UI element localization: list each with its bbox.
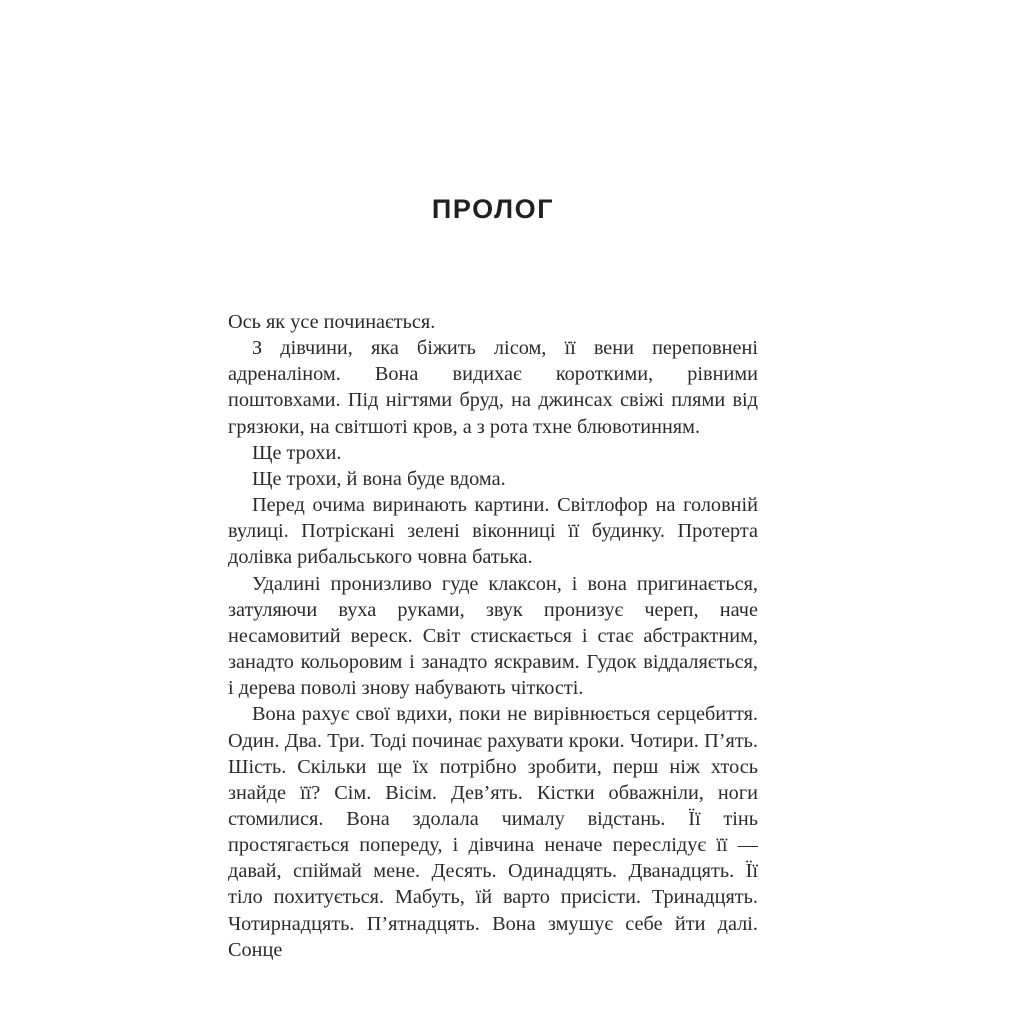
chapter-title: ПРОЛОГ	[431, 194, 555, 224]
paragraph: Удалині пронизливо гуде клаксон, і вона пригинається, затуляючи вуха руками, звук пронизує череп, наче несамовитий вереск. Світ стискається і стає абстрактним, занадто кольоровим і занадто яскравим. Гудок віддаляється, і дерева поволі знову набувають чіткості.	[228, 572, 758, 700]
paragraph: Перед очима виринають картини. Світлофор на головній вулиці. Потріскані зелені віконниці її будинку. Протерта долівка рибальського човна батька.	[228, 494, 758, 569]
paragraph: Ось як усе починається.	[228, 311, 436, 333]
paragraph: З дівчини, яка біжить лісом, її вени переповнені адреналіном. Вона видихає короткими, рівними поштовхами. Під нігтями бруд, на джинсах свіжі плями від грязюки, на світшоті кров, а з рота тхне блювотинням.	[228, 337, 758, 438]
page-text-block	[228, 0, 758, 963]
body-copy	[228, 223, 758, 963]
paragraph: Ще трохи.	[252, 441, 342, 464]
paragraph: Вона рахує свої вдихи, поки не вирівнюється серцебиття. Один. Два. Три. Тоді починає рахувати кроки. Чотири. П’ять. Шість. Скільки ще їх потрібно зробити, перш ніж хтось знайде її? Сім. Вісім. Дев’ять. Кістки обважніли, ноги стомилися. Вона здолала чималу відстань. Її тінь простягається попереду, і дівчина неначе переслідує її — давай, спіймай мене. Десять. Одинадцять. Дванадцять. Її тіло похитується. Мабуть, їй варто присісти. Тринадцять. Чотирнадцять. П’ятнадцять. Вона змушує себе йти далі. Сонце	[228, 703, 758, 961]
paragraph: Ще трохи, й вона буде вдома.	[252, 467, 506, 490]
